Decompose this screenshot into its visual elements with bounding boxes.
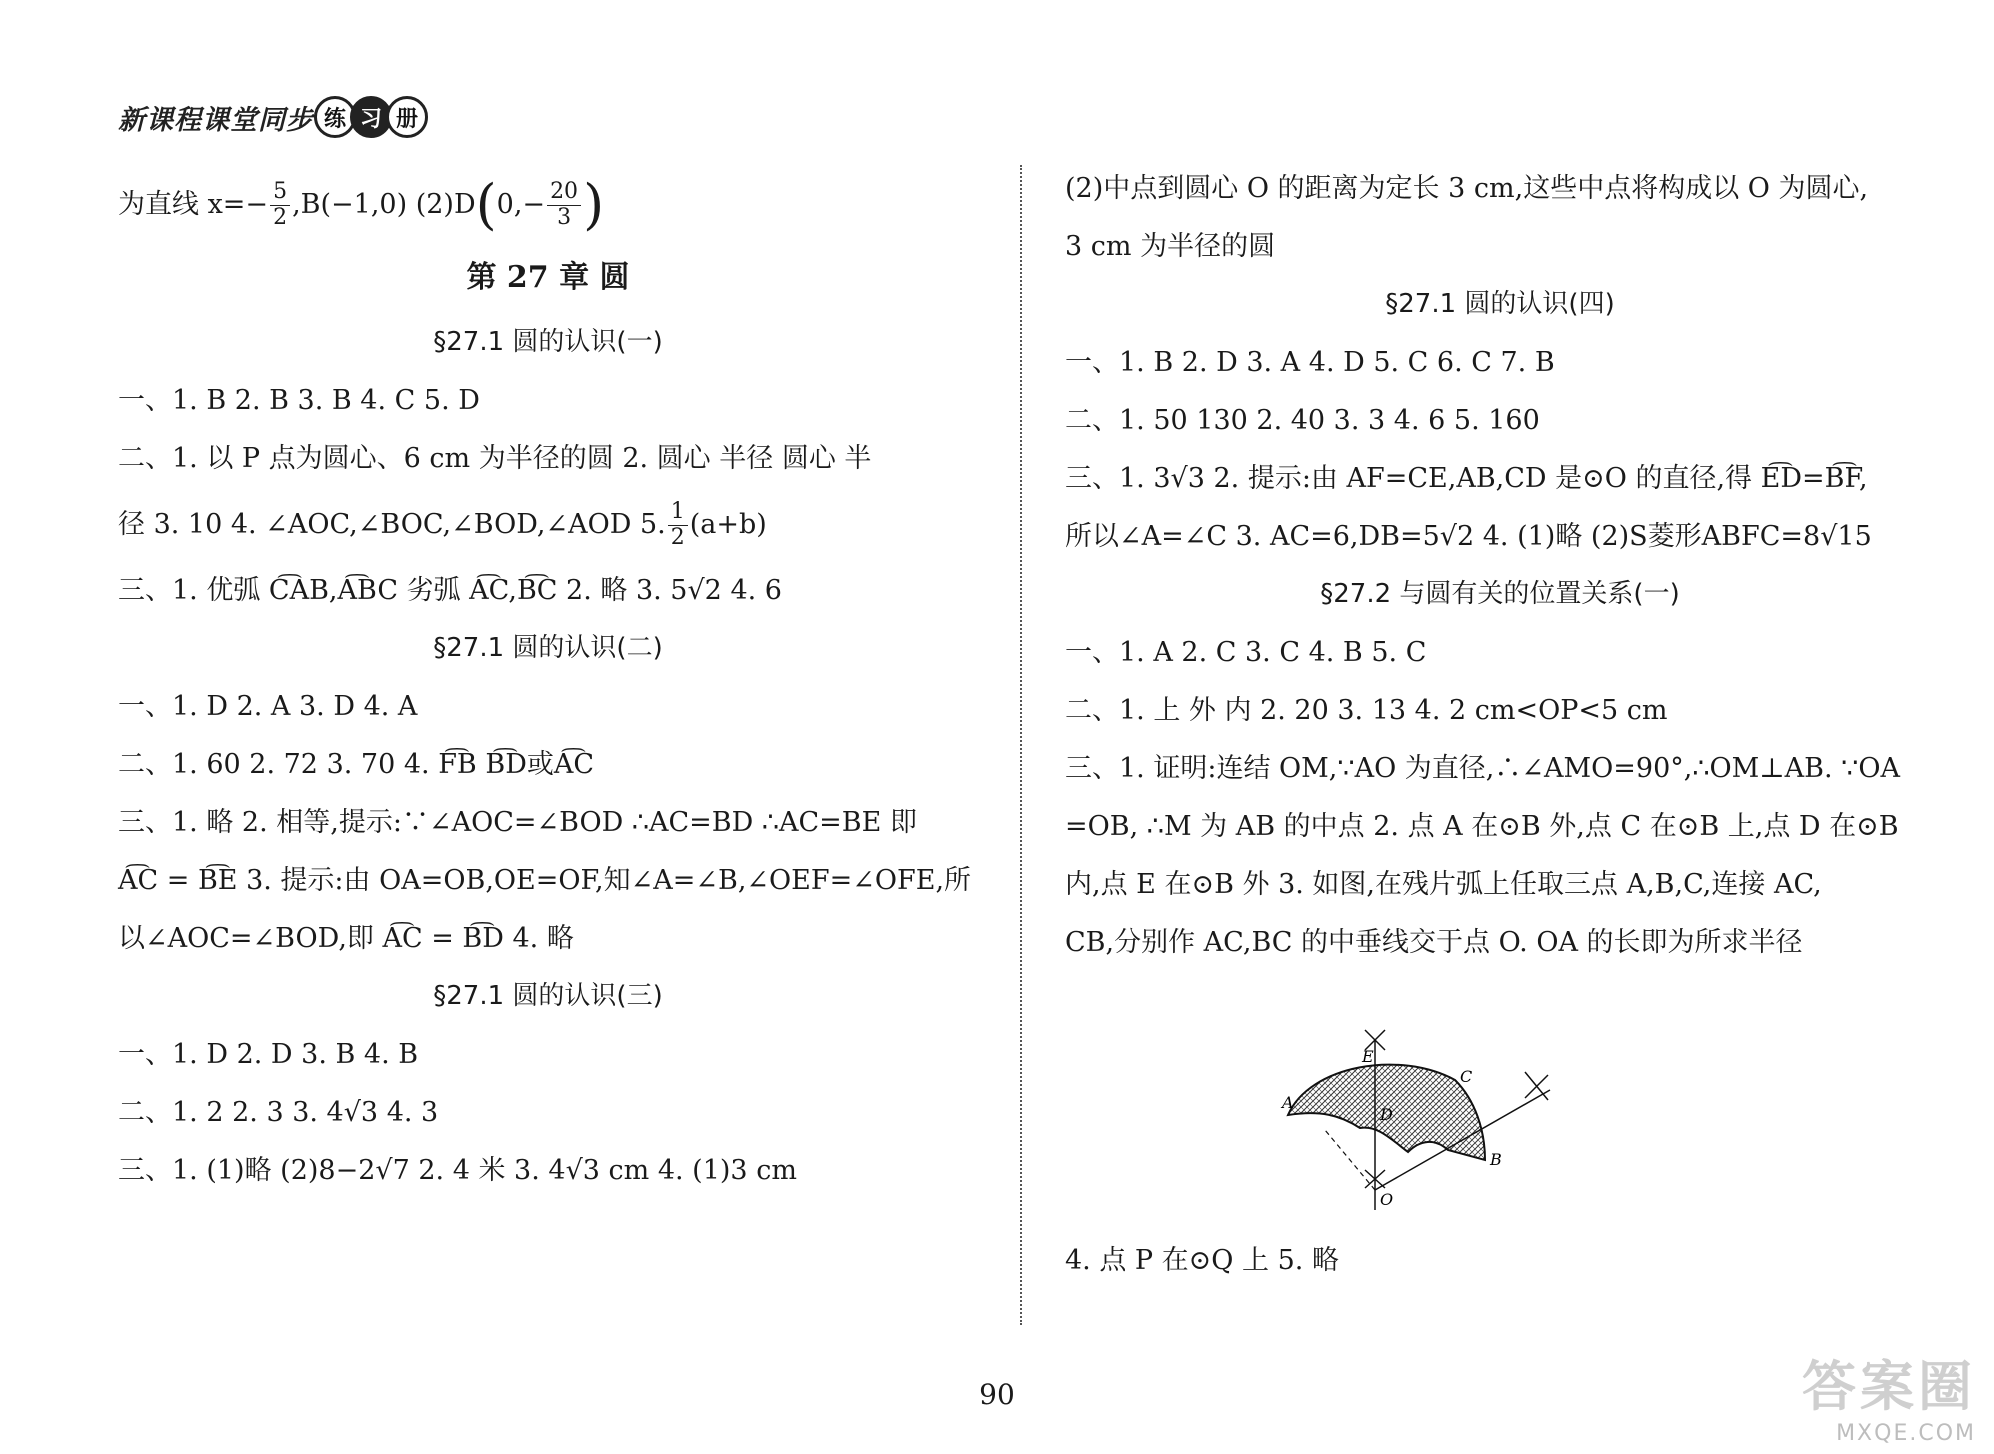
brand-badges [320, 96, 428, 138]
answer-line: 为直线 x=− $\frac{5}{2}$ ,B(−1,0) (2)D ( 0,− $\frac{20}{3}$ ) [118, 173, 605, 236]
arc-fragment-figure [1280, 1020, 1560, 1220]
answer-line: 一、1. A 2. C 3. C 4. B 5. C [1065, 637, 1427, 669]
watermark-logo [1802, 1344, 1976, 1446]
label-o: O [1380, 1190, 1394, 1209]
answer-line: 径 3. 10 4. ∠AOC,∠BOC,∠BOD,∠AOD 5. $\frac{1}{2}$ (a+b) [118, 499, 767, 550]
answer-line: 二、1. 50 130 2. 40 3. 3 4. 6 5. 160 [1065, 405, 1540, 437]
section-heading: §27.2 与圆有关的位置关系(一) [1320, 579, 1680, 610]
fraction: $\frac{20}{3}$ [547, 180, 581, 229]
answer-line: 二、1. 上 外 内 2. 20 3. 13 4. 2 cm<OP<5 cm [1065, 695, 1668, 727]
label-a: A [1282, 1093, 1294, 1112]
answer-line: 一、1. D 2. A 3. D 4. A [118, 691, 418, 723]
column-divider [1020, 165, 1022, 1325]
answer-line: 4. 点 P 在⊙Q 上 5. 略 [1065, 1245, 1339, 1277]
construction-line [1325, 1130, 1375, 1190]
section-heading: §27.1 圆的认识(三) [433, 981, 663, 1012]
label-e: E [1362, 1047, 1374, 1066]
answer-line: 三、1. (1)略 (2)8−2√7 2. 4 米 3. 4√3 cm 4. (1)3 cm [118, 1155, 797, 1187]
answer-line: 二、1. 2 2. 3 3. 4√3 4. 3 [118, 1097, 439, 1129]
page-number: 90 [979, 1378, 1015, 1411]
chapter-title: 第 27 章 圆 [466, 260, 630, 295]
answer-line: 三、1. 优弧 C͡AB,A͡BC 劣弧 A͡C,B͡C 2. 略 3. 5√2 4. 6 [118, 575, 782, 607]
badge-lian: 练 [314, 96, 356, 138]
section-heading: §27.1 圆的认识(一) [433, 327, 663, 358]
answer-line: 一、1. B 2. D 3. A 4. D 5. C 6. C 7. B [1065, 347, 1555, 379]
answer-line: (2)中点到圆心 O 的距离为定长 3 cm,这些中点将构成以 O 为圆心, [1065, 173, 1869, 205]
label-c: C [1460, 1067, 1473, 1086]
answer-line: CB,分别作 AC,BC 的中垂线交于点 O. OA 的长即为所求半径 [1065, 927, 1803, 959]
answer-line: 二、1. 60 2. 72 3. 70 4. F͡B B͡D或A͡C [118, 749, 594, 781]
answer-line: 三、1. 3√3 2. 提示:由 AF=CE,AB,CD 是⊙O 的直径,得 E͡D=B͡F, [1065, 463, 1868, 495]
watermark-url: MXQE.COM [1836, 1421, 1976, 1446]
answer-line: 3 cm 为半径的圆 [1065, 231, 1276, 263]
watermark-text: 答案圈 [1802, 1355, 1976, 1418]
book-header [118, 92, 428, 142]
answer-line: 三、1. 略 2. 相等,提示:∵∠AOC=∠BOD ∴AC=BD ∴AC=BE 即 [118, 807, 917, 839]
section-heading: §27.1 圆的认识(二) [433, 633, 663, 664]
answer-line: 内,点 E 在⊙B 外 3. 如图,在残片弧上任取三点 A,B,C,连接 AC, [1065, 869, 1822, 901]
answer-line: 二、1. 以 P 点为圆心、6 cm 为半径的圆 2. 圆心 半径 圆心 半 [118, 443, 872, 475]
label-d: D [1380, 1105, 1393, 1124]
badge-xi: 习 [350, 96, 392, 138]
answer-line: 以∠AOC=∠BOD,即 A͡C = B͡D 4. 略 [118, 923, 574, 955]
badge-ce: 册 [386, 96, 428, 138]
answer-line: A͡C = B͡E 3. 提示:由 OA=OB,OE=OF,知∠A=∠B,∠OEF=∠OFE,所 [118, 865, 972, 897]
section-heading: §27.1 圆的认识(四) [1385, 289, 1615, 320]
answer-line: 所以∠A=∠C 3. AC=6,DB=5√2 4. (1)略 (2)S菱形ABFC=8√15 [1065, 521, 1872, 553]
tick-mark [1525, 1072, 1548, 1100]
label-b: B [1490, 1150, 1502, 1169]
fraction: $\frac{5}{2}$ [270, 180, 290, 229]
answer-line: 一、1. B 2. B 3. B 4. C 5. D [118, 385, 480, 417]
answer-line: =OB, ∴M 为 AB 的中点 2. 点 A 在⊙B 外,点 C 在⊙B 上,点 D 在⊙B [1065, 811, 1899, 843]
brand-title: 新课程课堂同步 [118, 104, 314, 136]
answer-line: 一、1. D 2. D 3. B 4. B [118, 1039, 419, 1071]
answer-line: 三、1. 证明:连结 OM,∵AO 为直径,∴∠AMO=90°,∴OM⊥AB. ∵OA [1065, 753, 1900, 785]
left-column [118, 168, 978, 1200]
fraction: $\frac{1}{2}$ [668, 500, 688, 549]
